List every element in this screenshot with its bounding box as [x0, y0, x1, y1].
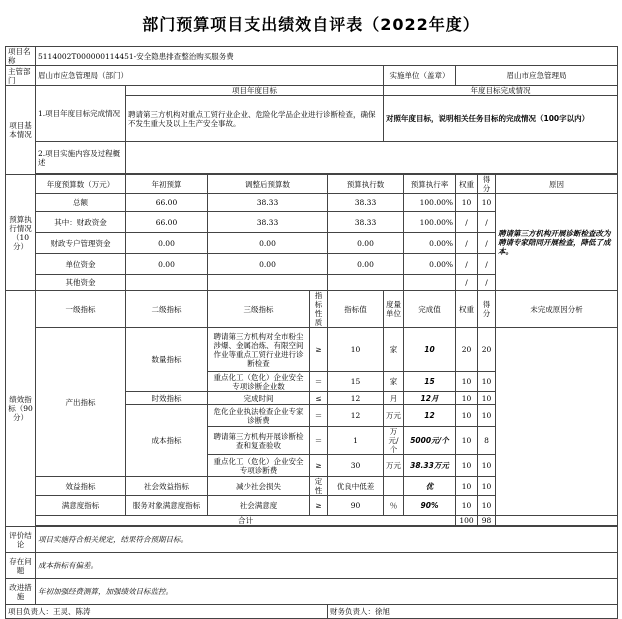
evaluation-table [5, 46, 618, 619]
indicator-value: 1 [328, 427, 384, 455]
indicator-unit: ％ [384, 496, 404, 516]
cost-label: 成本指标 [126, 405, 208, 477]
budget-row-label: 财政专户管理资金 [36, 233, 126, 254]
indicator-score: 10 [478, 405, 496, 427]
indicator-unit: 月 [384, 392, 404, 405]
budget-row-executed [328, 275, 404, 291]
indicator-row [6, 328, 618, 372]
indicator-score: 10 [478, 455, 496, 477]
finance-label: 财务负责人：徐旭 [328, 605, 618, 619]
item2-label: 2.项目实施内容及过程概述 [36, 142, 126, 174]
budget-row-rate: 100.00% [404, 194, 456, 212]
project-name-label: 项目名称 [6, 47, 36, 66]
budget-row-initial: 0.00 [126, 254, 208, 275]
perf-header-done: 完成值 [404, 291, 456, 328]
indicator-weight: 10 [456, 405, 478, 427]
budget-reason: 聘请第三方机构开展诊断检查改为聘请专家陪同开展检查，降低了成本。 [496, 194, 618, 291]
indicator-done: 5000元/个 [404, 427, 456, 455]
budget-row-score: / [478, 254, 496, 275]
perf-header-score: 得分 [478, 291, 496, 328]
budget-row-score: 10 [478, 194, 496, 212]
budget-row-score: / [478, 233, 496, 254]
indicator-nature: ≥ [310, 496, 328, 516]
perf-label: 绩效指标（90分） [6, 291, 36, 527]
indicator-nature: ≥ [310, 455, 328, 477]
budget-row-adjusted: 38.33 [208, 212, 328, 233]
indicator-nature: ＝ [310, 427, 328, 455]
issue-value: 成本指标有偏差。 [36, 553, 618, 579]
dept-value: 眉山市应急管理局（部门） [36, 66, 384, 86]
indicator-score: 10 [478, 372, 496, 392]
budget-header-weight: 权重 [456, 175, 478, 194]
budget-row-initial: 66.00 [126, 194, 208, 212]
indicator-done: 15 [404, 372, 456, 392]
page-title: 部门预算项目支出绩效自评表（2022年度） [142, 14, 480, 34]
indicator-unit: 万元/个 [384, 427, 404, 455]
perf-header-level1: 一级指标 [36, 291, 126, 328]
perf-header-weight: 权重 [456, 291, 478, 328]
indicator-nature: ≥ [310, 328, 328, 372]
indicator-weight: 10 [456, 477, 478, 496]
budget-row-score: / [478, 212, 496, 233]
budget-header-adjusted: 调整后预算数 [208, 175, 328, 194]
improve-value: 年初加强经费测算，加强绩效目标监控。 [36, 579, 618, 605]
project-name-value: 5114002T000000114451-安全隐患排查整治购买服务费 [36, 47, 618, 66]
indicator-weight: 10 [456, 496, 478, 516]
budget-row-rate [404, 275, 456, 291]
budget-row-adjusted: 0.00 [208, 254, 328, 275]
perf-header-level3: 三级指标 [208, 291, 310, 328]
budget-header-reason: 原因 [496, 175, 618, 194]
budget-row-executed: 38.33 [328, 212, 404, 233]
indicator-weight: 10 [456, 372, 478, 392]
benefit-sub-label: 社会效益指标 [126, 477, 208, 496]
budget-header-rate: 预算执行率 [404, 175, 456, 194]
budget-row-weight: / [456, 275, 478, 291]
indicator-done: 12月 [404, 392, 456, 405]
indicator-unit: 家 [384, 372, 404, 392]
indicator-weight: 20 [456, 328, 478, 372]
indicator-score: 10 [478, 496, 496, 516]
budget-header-initial: 年初预算 [126, 175, 208, 194]
budget-header-executed: 预算执行数 [328, 175, 404, 194]
indicator-done: 38.33万元 [404, 455, 456, 477]
indicator-score: 10 [478, 392, 496, 405]
indicator-value: 30 [328, 455, 384, 477]
item2-content [126, 142, 618, 174]
perf-header-nature: 指标性质 [310, 291, 328, 328]
budget-row-rate: 100.00% [404, 212, 456, 233]
indicator-value: 优良中低差 [328, 477, 384, 496]
benefit-label: 效益指标 [36, 477, 126, 496]
indicator-unit: 万元 [384, 455, 404, 477]
time-label: 时效指标 [126, 392, 208, 405]
perf-header-value: 指标值 [328, 291, 384, 328]
dept-label: 主管部门 [6, 66, 36, 86]
satisfaction-sub-label: 服务对象满意度指标 [126, 496, 208, 516]
budget-row-adjusted: 0.00 [208, 233, 328, 254]
indicator-score: 20 [478, 328, 496, 372]
budget-row-label: 单位资金 [36, 254, 126, 275]
year-target-header: 项目年度目标 [126, 86, 384, 96]
indicator-name: 社会满意度 [208, 496, 310, 516]
indicator-unit [384, 477, 404, 496]
budget-row-weight: / [456, 212, 478, 233]
budget-row [6, 194, 618, 212]
budget-row-score: / [478, 275, 496, 291]
perf-header-unit: 度量单位 [384, 291, 404, 328]
budget-row-initial [126, 275, 208, 291]
item1-target: 聘请第三方机构对重点工贸行业企业、危险化学品企业进行诊断检查，确保不发生重大及以上生产安全事故。 [126, 96, 384, 142]
indicator-weight: 10 [456, 455, 478, 477]
eval-label: 评价结论 [6, 527, 36, 553]
budget-row-executed: 0.00 [328, 254, 404, 275]
eval-value: 项目实施符合相关规定，结果符合预期目标。 [36, 527, 618, 553]
budget-row-initial: 0.00 [126, 233, 208, 254]
budget-row-executed: 0.00 [328, 233, 404, 254]
satisfaction-label: 满意度指标 [36, 496, 126, 516]
budget-row-weight: / [456, 254, 478, 275]
budget-row-adjusted [208, 275, 328, 291]
indicator-weight: 10 [456, 427, 478, 455]
total-weight: 100 [456, 516, 478, 526]
indicator-value: 12 [328, 405, 384, 427]
budget-row-weight: / [456, 233, 478, 254]
indicator-value: 15 [328, 372, 384, 392]
exec-label: 预算执行情况（10分） [6, 175, 36, 291]
indicator-unit: 家 [384, 328, 404, 372]
budget-header-score: 得分 [478, 175, 496, 194]
indicator-name: 聘请第三方机构开展诊断检查和复查验收 [208, 427, 310, 455]
indicator-done: 90% [404, 496, 456, 516]
indicator-weight: 10 [456, 392, 478, 405]
indicator-done: 10 [404, 328, 456, 372]
indicator-name: 重点化工（危化）企业安全专项诊断企业数 [208, 372, 310, 392]
basic-label: 项目基本情况 [6, 86, 36, 175]
indicator-nature: ≤ [310, 392, 328, 405]
qty-label: 数量指标 [126, 328, 208, 392]
impl-label: 实施单位（盖章） [384, 66, 456, 86]
indicator-name: 危化企业执法检查企业专家诊断费 [208, 405, 310, 427]
indicator-score: 10 [478, 477, 496, 496]
indicator-name: 减少社会损失 [208, 477, 310, 496]
budget-header-year: 年度预算数（万元） [36, 175, 126, 194]
indicator-name: 完成时间 [208, 392, 310, 405]
item1-label: 1.项目年度目标完成情况 [36, 86, 126, 142]
output-label: 产出指标 [36, 328, 126, 477]
budget-row-executed: 38.33 [328, 194, 404, 212]
indicator-nature: ＝ [310, 405, 328, 427]
indicator-value: 90 [328, 496, 384, 516]
improve-label: 改进措施 [6, 579, 36, 605]
budget-row-rate: 0.00% [404, 254, 456, 275]
owner-label: 项目负责人：王灵、陈涛 [6, 605, 328, 619]
perf-reason [496, 328, 618, 516]
indicator-value: 12 [328, 392, 384, 405]
perf-header-reason: 未完成原因分析 [496, 291, 618, 328]
budget-row-label: 总额 [36, 194, 126, 212]
indicator-done: 优 [404, 477, 456, 496]
budget-row-adjusted: 38.33 [208, 194, 328, 212]
budget-row-weight: 10 [456, 194, 478, 212]
indicator-score: 8 [478, 427, 496, 455]
item1-done: 对照年度目标，说明相关任务目标的完成情况（100字以内） [384, 96, 618, 142]
indicator-nature: ＝ [310, 372, 328, 392]
indicator-nature: 定性 [310, 477, 328, 496]
perf-header-level2: 二级指标 [126, 291, 208, 328]
budget-row-rate: 0.00% [404, 233, 456, 254]
indicator-value: 10 [328, 328, 384, 372]
indicator-name: 聘请第三方机构对全市粉尘涉爆、金属冶炼、有限空间作业等重点工贸行业进行诊断检查 [208, 328, 310, 372]
issue-label: 存在问题 [6, 553, 36, 579]
indicator-done: 12 [404, 405, 456, 427]
year-done-header: 年度目标完成情况 [384, 86, 618, 96]
indicator-unit: 万元 [384, 405, 404, 427]
total-reason [496, 516, 618, 526]
budget-row-initial: 66.00 [126, 212, 208, 233]
budget-row-label: 其他资金 [36, 275, 126, 291]
indicator-name: 重点化工（危化）企业安全专项诊断费 [208, 455, 310, 477]
budget-row-label: 其中：财政资金 [36, 212, 126, 233]
impl-value: 眉山市应急管理局 [456, 66, 618, 86]
total-label: 合计 [36, 516, 456, 526]
total-score: 98 [478, 516, 496, 526]
